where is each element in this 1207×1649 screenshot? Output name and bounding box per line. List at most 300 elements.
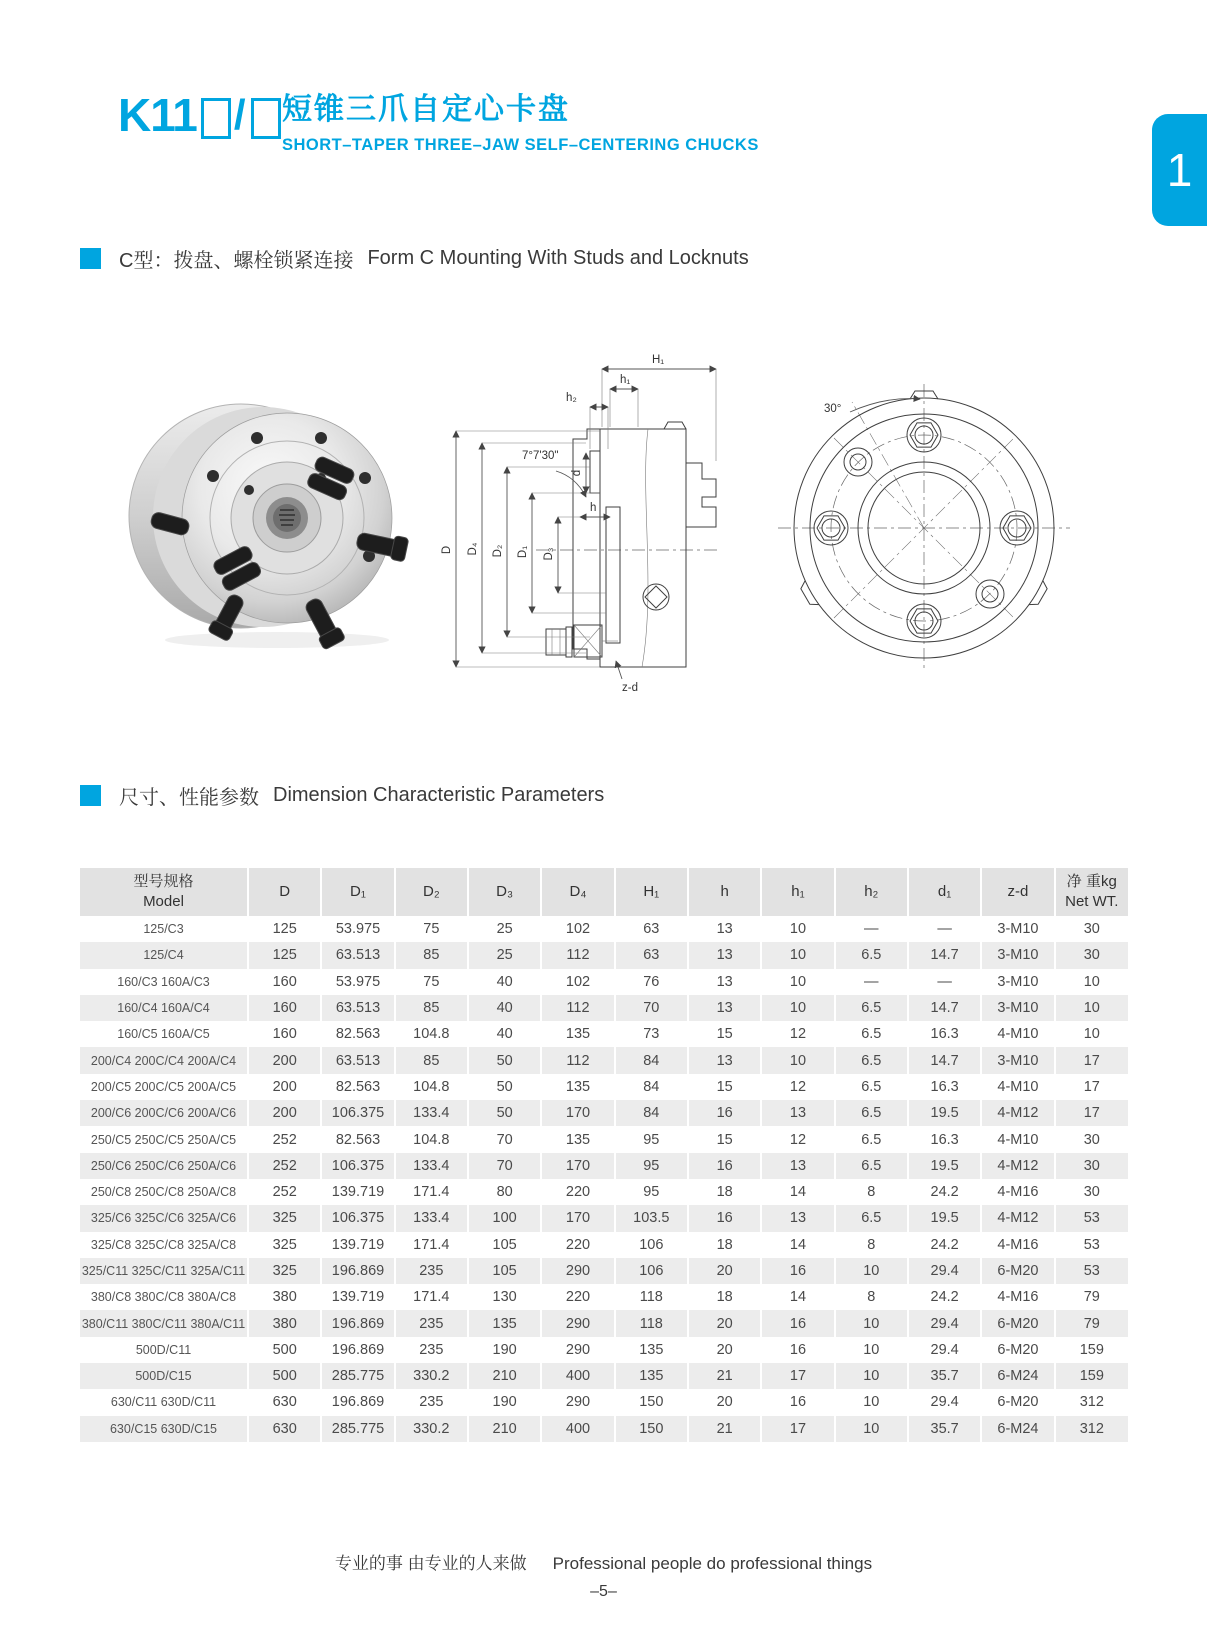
value-cell: 6.5 <box>835 995 908 1021</box>
dim-label-30deg: 30° <box>824 403 842 415</box>
model-cell: 160/C5 160A/C5 <box>117 1027 210 1042</box>
value-cell: 285.775 <box>321 1416 394 1442</box>
dimension-table <box>80 868 1128 1442</box>
value-cell: 10 <box>835 1416 908 1442</box>
section-view-drawing <box>440 345 720 697</box>
value-cell: 6-M20 <box>981 1337 1054 1363</box>
value-cell: 30 <box>1055 1153 1128 1179</box>
value-cell: 235 <box>395 1337 468 1363</box>
value-cell: 139.719 <box>321 1284 394 1310</box>
value-cell: 19.5 <box>908 1100 981 1126</box>
value-cell: 150 <box>615 1389 688 1415</box>
table-body <box>80 916 1128 1442</box>
value-cell: 106 <box>615 1258 688 1284</box>
dim-label-D3: D₃ <box>543 547 555 561</box>
value-cell: 160 <box>248 969 321 995</box>
column-header-zd: z-d <box>981 868 1054 916</box>
value-cell: 4-M12 <box>981 1153 1054 1179</box>
table-row <box>80 1179 1128 1205</box>
value-cell: 53.975 <box>321 916 394 942</box>
value-cell: 25 <box>468 916 541 942</box>
value-cell: 6-M24 <box>981 1363 1054 1389</box>
value-cell: 105 <box>468 1232 541 1258</box>
value-cell: 13 <box>688 969 761 995</box>
value-cell: 82.563 <box>321 1126 394 1152</box>
value-cell: 106.375 <box>321 1153 394 1179</box>
model-cell: 250/C6 250C/C6 250A/C6 <box>80 1153 248 1179</box>
model-cell: 250/C5 250C/C5 250A/C5 <box>90 1132 237 1147</box>
chuck-photo-drawing <box>125 386 425 652</box>
value-cell: 325 <box>248 1205 321 1231</box>
value-cell: — <box>908 916 981 942</box>
value-cell: 290 <box>541 1389 614 1415</box>
model-cell: 160/C4 160A/C4 <box>80 995 248 1021</box>
dim-label-taper-angle: 7°7'30" <box>522 450 559 462</box>
value-cell: 8 <box>835 1179 908 1205</box>
value-cell: 50 <box>468 1074 541 1100</box>
dim-label-zd: z-d <box>622 682 638 694</box>
value-cell: 210 <box>468 1363 541 1389</box>
dim-label-D4: D₄ <box>467 542 479 556</box>
table-row <box>80 1205 1128 1231</box>
value-cell: 4-M16 <box>981 1284 1054 1310</box>
column-header-D1: D₁ <box>321 868 394 916</box>
value-cell: 6.5 <box>835 1074 908 1100</box>
section-heading-dimensions <box>80 781 604 810</box>
value-cell: 15 <box>688 1074 761 1100</box>
value-cell: 160 <box>248 995 321 1021</box>
table-row <box>80 1021 1128 1047</box>
value-cell: 24.2 <box>908 1179 981 1205</box>
value-cell: 130 <box>468 1284 541 1310</box>
value-cell: 196.869 <box>321 1389 394 1415</box>
value-cell: 139.719 <box>321 1232 394 1258</box>
value-cell: 82.563 <box>321 1074 394 1100</box>
value-cell: 159 <box>1055 1363 1128 1389</box>
value-cell: 16 <box>761 1258 834 1284</box>
table-row <box>80 969 1128 995</box>
dim-label-h: h <box>590 502 597 514</box>
front-view-figure <box>772 376 1072 676</box>
value-cell: 6.5 <box>835 1205 908 1231</box>
value-cell: 13 <box>688 995 761 1021</box>
section-heading-english: Dimension Characteristic Parameters <box>273 784 605 806</box>
value-cell: 112 <box>541 995 614 1021</box>
column-header-model: 型号规格 Model <box>80 868 248 916</box>
value-cell: 84 <box>615 1100 688 1126</box>
table-row <box>80 1153 1128 1179</box>
value-cell: 139.719 <box>321 1179 394 1205</box>
value-cell: 252 <box>248 1126 321 1152</box>
chapter-tab <box>1152 114 1207 226</box>
value-cell: 16 <box>688 1153 761 1179</box>
model-cell: 160/C3 160A/C3 <box>117 974 210 989</box>
value-cell: 20 <box>688 1337 761 1363</box>
section-heading-chinese: 尺寸、性能参数 <box>119 787 259 809</box>
value-cell: 190 <box>468 1337 541 1363</box>
value-cell: 200 <box>248 1100 321 1126</box>
value-cell: 150 <box>615 1416 688 1442</box>
value-cell: 53 <box>1055 1258 1128 1284</box>
value-cell: 220 <box>541 1232 614 1258</box>
column-header-h: h <box>688 868 761 916</box>
model-cell: 325/C8 325C/C8 325A/C8 <box>90 1237 237 1252</box>
value-cell: 4-M10 <box>981 1021 1054 1047</box>
table-row <box>80 1310 1128 1336</box>
value-cell: 10 <box>835 1337 908 1363</box>
value-cell: 220 <box>541 1179 614 1205</box>
value-cell: 10 <box>761 942 834 968</box>
value-cell: 4-M10 <box>981 1074 1054 1100</box>
value-cell: 6.5 <box>835 1126 908 1152</box>
value-cell: 135 <box>615 1337 688 1363</box>
value-cell: 16.3 <box>908 1126 981 1152</box>
value-cell: 235 <box>395 1389 468 1415</box>
model-cell: 500D/C15 <box>80 1363 248 1389</box>
table-row <box>80 1126 1128 1152</box>
value-cell: 104.8 <box>395 1021 468 1047</box>
table-row <box>80 1337 1128 1363</box>
value-cell: 135 <box>468 1310 541 1336</box>
value-cell: 63 <box>615 916 688 942</box>
value-cell: 171.4 <box>395 1284 468 1310</box>
value-cell: 285.775 <box>321 1363 394 1389</box>
value-cell: 14 <box>761 1179 834 1205</box>
value-cell: 29.4 <box>908 1389 981 1415</box>
footer-slogan <box>0 1549 1207 1574</box>
model-cell: 200/C4 200C/C4 200A/C4 <box>80 1047 248 1073</box>
page-title <box>282 84 759 155</box>
value-cell: 630 <box>248 1416 321 1442</box>
value-cell: 170 <box>541 1153 614 1179</box>
value-cell: 104.8 <box>395 1074 468 1100</box>
value-cell: 18 <box>688 1179 761 1205</box>
column-header-D4: D₄ <box>541 868 614 916</box>
value-cell: 112 <box>541 942 614 968</box>
column-header-D2: D₂ <box>395 868 468 916</box>
model-cell: 630/C15 630D/C15 <box>80 1416 248 1442</box>
value-cell: — <box>835 969 908 995</box>
value-cell: 70 <box>615 995 688 1021</box>
value-cell: 4-M12 <box>981 1205 1054 1231</box>
value-cell: 200 <box>248 1074 321 1100</box>
value-cell: 19.5 <box>908 1153 981 1179</box>
value-cell: 24.2 <box>908 1232 981 1258</box>
value-cell: 63.513 <box>321 942 394 968</box>
section-bullet-icon <box>80 248 101 269</box>
value-cell: 95 <box>615 1179 688 1205</box>
value-cell: 17 <box>761 1416 834 1442</box>
value-cell: 17 <box>1055 1100 1128 1126</box>
value-cell: 106 <box>615 1232 688 1258</box>
footer-slogan-english: Professional people do professional things <box>552 1554 873 1573</box>
value-cell: 170 <box>541 1205 614 1231</box>
value-cell: 4-M10 <box>981 1126 1054 1152</box>
value-cell: 4-M16 <box>981 1232 1054 1258</box>
dim-label-h2: h₂ <box>566 392 577 404</box>
dim-label-h1: h₁ <box>620 374 631 386</box>
value-cell: 10 <box>1055 995 1128 1021</box>
dim-label-d: d <box>571 469 583 477</box>
page-number: –5– <box>590 1583 617 1600</box>
value-cell: 16.3 <box>908 1021 981 1047</box>
value-cell: 17 <box>1055 1047 1128 1073</box>
value-cell: 10 <box>761 916 834 942</box>
value-cell: 20 <box>688 1389 761 1415</box>
value-cell: 106.375 <box>321 1100 394 1126</box>
front-view-drawing <box>772 376 1072 671</box>
value-cell: 13 <box>761 1205 834 1231</box>
value-cell: 25 <box>468 942 541 968</box>
value-cell: 70 <box>468 1153 541 1179</box>
value-cell: 500 <box>248 1337 321 1363</box>
value-cell: 400 <box>541 1363 614 1389</box>
value-cell: 79 <box>1055 1310 1128 1336</box>
column-header-H1: H₁ <box>615 868 688 916</box>
value-cell: 252 <box>248 1179 321 1205</box>
value-cell: 135 <box>615 1363 688 1389</box>
value-cell: 200 <box>248 1047 321 1073</box>
value-cell: 12 <box>761 1074 834 1100</box>
value-cell: 220 <box>541 1284 614 1310</box>
placeholder-box-icon <box>251 98 281 139</box>
section-heading-mounting <box>80 244 749 273</box>
value-cell: 3-M10 <box>981 942 1054 968</box>
value-cell: 196.869 <box>321 1310 394 1336</box>
value-cell: 85 <box>395 1047 468 1073</box>
table-row <box>80 942 1128 968</box>
value-cell: 133.4 <box>395 1205 468 1231</box>
model-cell: 125/C4 <box>80 942 248 968</box>
value-cell: 70 <box>468 1126 541 1152</box>
value-cell: 102 <box>541 916 614 942</box>
value-cell: 63.513 <box>321 1047 394 1073</box>
value-cell: 35.7 <box>908 1363 981 1389</box>
value-cell: 102 <box>541 969 614 995</box>
value-cell: 15 <box>688 1126 761 1152</box>
value-cell: 10 <box>835 1389 908 1415</box>
column-header-h2: h₂ <box>835 868 908 916</box>
value-cell: 135 <box>541 1126 614 1152</box>
value-cell: 10 <box>761 969 834 995</box>
value-cell: 53 <box>1055 1205 1128 1231</box>
value-cell: 252 <box>248 1153 321 1179</box>
value-cell: 21 <box>688 1363 761 1389</box>
value-cell: 133.4 <box>395 1100 468 1126</box>
value-cell: 14.7 <box>908 1047 981 1073</box>
value-cell: 6.5 <box>835 1021 908 1047</box>
dim-label-D1: D₁ <box>517 545 529 559</box>
column-header-D: D <box>248 868 321 916</box>
footer-slogan-chinese: 专业的事 由专业的人来做 <box>334 1554 527 1573</box>
table-header-row <box>80 868 1128 916</box>
value-cell: 14.7 <box>908 995 981 1021</box>
value-cell: 40 <box>468 1021 541 1047</box>
value-cell: 118 <box>615 1310 688 1336</box>
value-cell: 13 <box>761 1153 834 1179</box>
value-cell: 63 <box>615 942 688 968</box>
section-heading-english: Form C Mounting With Studs and Locknuts <box>367 247 749 269</box>
value-cell: 170 <box>541 1100 614 1126</box>
column-header-h1: h₁ <box>761 868 834 916</box>
model-cell: 200/C6 200C/C6 200A/C6 <box>80 1100 248 1126</box>
value-cell: 30 <box>1055 916 1128 942</box>
model-cell: 250/C8 250C/C8 250A/C8 <box>90 1185 237 1200</box>
value-cell: 50 <box>468 1100 541 1126</box>
value-cell: 112 <box>541 1047 614 1073</box>
value-cell: 6.5 <box>835 1047 908 1073</box>
value-cell: 290 <box>541 1258 614 1284</box>
value-cell: 19.5 <box>908 1205 981 1231</box>
value-cell: 196.869 <box>321 1258 394 1284</box>
value-cell: 312 <box>1055 1389 1128 1415</box>
value-cell: 159 <box>1055 1337 1128 1363</box>
value-cell: 40 <box>468 995 541 1021</box>
value-cell: 3-M10 <box>981 916 1054 942</box>
value-cell: 235 <box>395 1310 468 1336</box>
value-cell: 17 <box>1055 1074 1128 1100</box>
value-cell: 3-M10 <box>981 969 1054 995</box>
value-cell: 135 <box>541 1021 614 1047</box>
value-cell: 106.375 <box>321 1205 394 1231</box>
value-cell: 190 <box>468 1389 541 1415</box>
table-row <box>80 1416 1128 1442</box>
value-cell: 18 <box>688 1284 761 1310</box>
model-cell: 380/C8 380C/C8 380A/C8 <box>90 1290 237 1305</box>
value-cell: 16 <box>761 1310 834 1336</box>
value-cell: 125 <box>248 916 321 942</box>
value-cell: 21 <box>688 1416 761 1442</box>
value-cell: 171.4 <box>395 1232 468 1258</box>
value-cell: 30 <box>1055 1126 1128 1152</box>
page-title-chinese: 短锥三爪自定心卡盘 <box>282 93 570 126</box>
value-cell: 16.3 <box>908 1074 981 1100</box>
value-cell: 14 <box>761 1232 834 1258</box>
value-cell: 125 <box>248 942 321 968</box>
value-cell: 35.7 <box>908 1416 981 1442</box>
value-cell: 135 <box>541 1074 614 1100</box>
value-cell: 6-M20 <box>981 1258 1054 1284</box>
model-cell: 125/C3 <box>143 922 184 937</box>
value-cell: 4-M16 <box>981 1179 1054 1205</box>
value-cell: 10 <box>1055 1021 1128 1047</box>
value-cell: 100 <box>468 1205 541 1231</box>
value-cell: 80 <box>468 1179 541 1205</box>
value-cell: 16 <box>761 1389 834 1415</box>
value-cell: 3-M10 <box>981 995 1054 1021</box>
chuck-photo <box>125 386 425 657</box>
value-cell: 13 <box>688 1047 761 1073</box>
dim-label-D: D <box>441 545 453 555</box>
value-cell: 196.869 <box>321 1337 394 1363</box>
value-cell: 235 <box>395 1258 468 1284</box>
table-row <box>80 1047 1128 1073</box>
value-cell: 13 <box>688 916 761 942</box>
value-cell: 8 <box>835 1232 908 1258</box>
model-cell: 500D/C11 <box>135 1342 192 1357</box>
value-cell: 53 <box>1055 1232 1128 1258</box>
value-cell: 8 <box>835 1284 908 1310</box>
page-title-english: SHORT–TAPER THREE–JAW SELF–CENTERING CHUCKS <box>282 136 759 154</box>
value-cell: 85 <box>395 942 468 968</box>
value-cell: 6-M20 <box>981 1310 1054 1336</box>
value-cell: 171.4 <box>395 1179 468 1205</box>
value-cell: 6.5 <box>835 1100 908 1126</box>
value-cell: 40 <box>468 969 541 995</box>
model-cell: 325/C6 325C/C6 325A/C6 <box>80 1205 248 1231</box>
value-cell: 30 <box>1055 1179 1128 1205</box>
section-view-figure <box>440 345 720 702</box>
value-cell: 20 <box>688 1258 761 1284</box>
table-row <box>80 995 1128 1021</box>
column-header-d1: d₁ <box>908 868 981 916</box>
value-cell: 85 <box>395 995 468 1021</box>
value-cell: 210 <box>468 1416 541 1442</box>
value-cell: 16 <box>688 1205 761 1231</box>
value-cell: 118 <box>615 1284 688 1310</box>
table-row <box>80 1389 1128 1415</box>
value-cell: 6.5 <box>835 1153 908 1179</box>
column-header-D3: D₃ <box>468 868 541 916</box>
value-cell: 75 <box>395 969 468 995</box>
table-row <box>80 1074 1128 1100</box>
table-row <box>80 1258 1128 1284</box>
table-row <box>80 1100 1128 1126</box>
value-cell: 4-M12 <box>981 1100 1054 1126</box>
value-cell: 10 <box>761 995 834 1021</box>
value-cell: 10 <box>835 1310 908 1336</box>
value-cell: 12 <box>761 1126 834 1152</box>
value-cell: 15 <box>688 1021 761 1047</box>
value-cell: 160 <box>248 1021 321 1047</box>
table-row <box>80 1232 1128 1258</box>
value-cell: 17 <box>761 1363 834 1389</box>
product-model-title <box>118 88 283 142</box>
value-cell: 24.2 <box>908 1284 981 1310</box>
value-cell: 50 <box>468 1047 541 1073</box>
value-cell: 30 <box>1055 942 1128 968</box>
value-cell: 380 <box>248 1310 321 1336</box>
value-cell: 73 <box>615 1021 688 1047</box>
value-cell: 105 <box>468 1258 541 1284</box>
section-bullet-icon <box>80 785 101 806</box>
value-cell: 82.563 <box>321 1021 394 1047</box>
value-cell: 10 <box>761 1047 834 1073</box>
value-cell: — <box>835 916 908 942</box>
table-row <box>80 1363 1128 1389</box>
value-cell: 14 <box>761 1284 834 1310</box>
value-cell: 63.513 <box>321 995 394 1021</box>
chapter-number: 1 <box>1166 144 1193 196</box>
value-cell: 76 <box>615 969 688 995</box>
value-cell: 10 <box>1055 969 1128 995</box>
placeholder-box-icon <box>201 98 231 139</box>
value-cell: 290 <box>541 1310 614 1336</box>
dim-label-D2: D₂ <box>492 544 504 558</box>
value-cell: 10 <box>835 1258 908 1284</box>
value-cell: 630 <box>248 1389 321 1415</box>
value-cell: 325 <box>248 1232 321 1258</box>
value-cell: 6-M24 <box>981 1416 1054 1442</box>
value-cell: 400 <box>541 1416 614 1442</box>
value-cell: 84 <box>615 1047 688 1073</box>
model-code: K11 <box>118 89 197 141</box>
model-cell: 630/C11 630D/C11 <box>110 1395 217 1410</box>
dim-label-H1: H₁ <box>652 354 665 366</box>
table-row <box>80 916 1128 942</box>
value-cell: 500 <box>248 1363 321 1389</box>
model-separator: / <box>233 91 246 138</box>
